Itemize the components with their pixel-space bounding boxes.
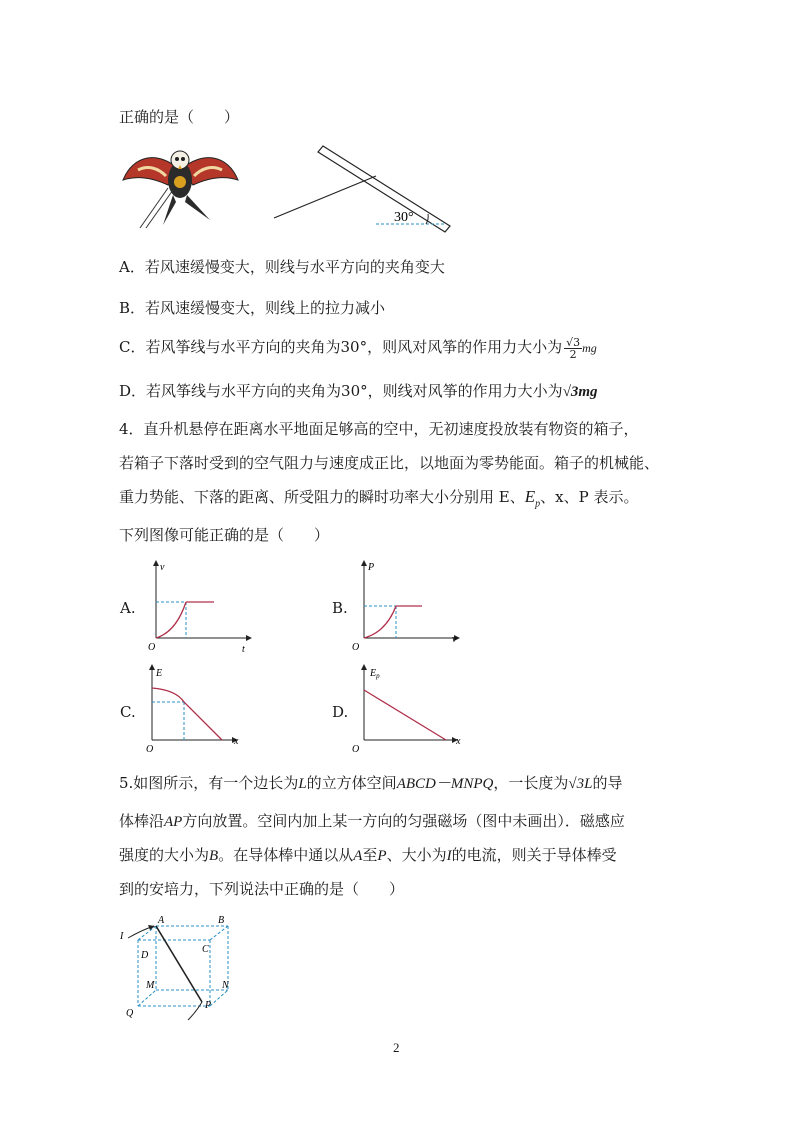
graph-d-x-label: x	[456, 736, 461, 747]
graph-d-label: D.	[332, 703, 349, 721]
q4-line-4: 下列图像可能正确的是（ ）	[119, 526, 330, 544]
q5-line-2: 体棒沿AP方向放置。空间内加上某一方向的匀强磁场（图中未画出）．磁感应	[119, 812, 625, 830]
label-M: M	[146, 980, 155, 991]
graph-b	[352, 560, 464, 653]
kite-image	[118, 140, 243, 230]
label-B: B	[218, 915, 225, 926]
label-I: I	[120, 931, 124, 942]
q3-option-a: A．若风速缓慢变大，则线与水平方向的夹角变大	[119, 258, 445, 276]
angle-label: 30°	[394, 210, 414, 225]
label-Q: Q	[126, 1008, 134, 1019]
graph-c-label: C.	[120, 703, 136, 721]
graph-a-y-label: v	[160, 562, 165, 573]
label-A: A	[158, 915, 165, 926]
label-D: D	[141, 950, 149, 961]
graph-d	[354, 664, 469, 754]
graph-d-y-label: $E_p$	[370, 668, 380, 680]
q4-line-2: 若箱子下落时受到的空气阻力与速度成正比，以地面为零势能面。箱子的机械能、	[119, 454, 660, 472]
cube-diagram	[116, 912, 246, 1027]
q3-option-c: C．若风筝线与水平方向的夹角为30°，则风对风筝的作用力大小为 $\frac{√3}{2}$ mg	[119, 335, 597, 361]
q3-option-d: D．若风筝线与水平方向的夹角为30°，则线对风筝的作用力大小为√3mg	[119, 382, 598, 400]
graph-a-label: A.	[120, 599, 136, 617]
q4-line-3: 重力势能、下落的距离、所受阻力的瞬时功率大小分别用 E、$E_p$、x、P 表示。	[119, 487, 639, 510]
graph-b-label: B.	[332, 599, 348, 617]
kite-icon	[123, 151, 238, 228]
graph-c	[142, 664, 252, 754]
q4-line-1: 4．直升机悬停在距离水平地面足够高的空中，无初速度投放装有物资的箱子，	[119, 420, 639, 438]
graph-a-x-label: t	[242, 644, 245, 655]
q5-line-1: 5.如图所示，有一个边长为L的立方体空间ABCD－MNPQ，一长度为√3L的导	[119, 774, 623, 792]
ep-symbol: $E_p$	[524, 487, 541, 510]
q5-line-4: 到的安培力，下列说法中正确的是（ ）	[119, 880, 405, 898]
label-P: P	[205, 1000, 212, 1011]
q3-stem-tail: 正确的是（ ）	[119, 108, 240, 126]
graph-c-origin: O	[146, 744, 154, 755]
label-C: C	[202, 944, 209, 955]
q5-line-3: 强度的大小为B。在导体棒中通以从A至P、大小为I的电流，则关于导体棒受	[119, 846, 617, 864]
graph-d-origin: O	[352, 744, 360, 755]
graph-b-origin: O	[352, 642, 360, 653]
q3-option-b: B．若风速缓慢变大，则线上的拉力减小	[119, 299, 386, 317]
kite-force-diagram	[268, 140, 458, 230]
label-N: N	[222, 980, 229, 991]
fraction: $\frac{√3}{2}$	[566, 335, 581, 361]
graph-b-x-label: v	[452, 634, 457, 645]
graph-a	[142, 560, 252, 655]
graph-b-y-label: P	[368, 562, 375, 573]
graph-a-origin: O	[148, 642, 156, 653]
graph-c-y-label: E	[156, 668, 163, 679]
graph-c-x-label: x	[234, 736, 239, 747]
page-number: 2	[393, 1040, 400, 1055]
